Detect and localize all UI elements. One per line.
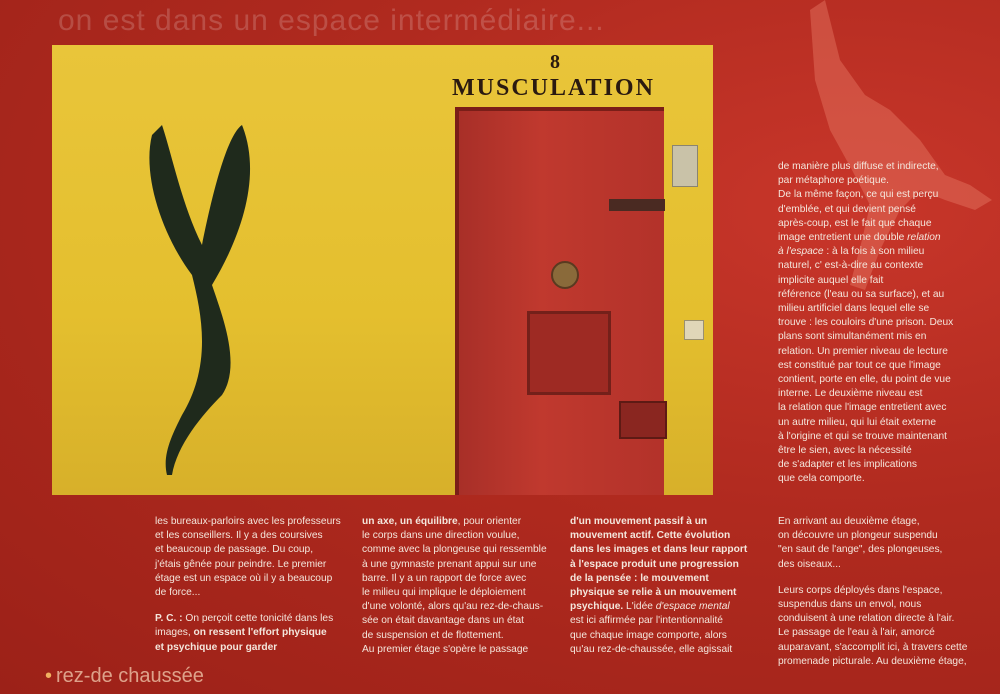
text-column-2: un axe, un équilibre, pour orienter le corps dans une direction voulue, comme avec la plongeuse qui ressemble à une gymnaste prenant appui sur une barre. Il y a un rapport de force avec le milieu qui implique le déploiement d'une volonté, alors qu'au rez-de-chaus- sée on était davantage dans un état de suspension et de flottement. Au premier étage s'opère le passage (362, 516, 547, 655)
page-headline: on est dans un espace intermédiaire... (58, 4, 605, 37)
door-label: MUSCULATION (452, 75, 655, 101)
text-column-4-bottom (778, 515, 978, 669)
door-bolt (609, 199, 665, 211)
red-cell-door (455, 107, 664, 495)
col4-paragraph-1: En arrivant au deuxième étage, on découvre un plongeur suspendu "en saut de l'ange", des plongeuses, des oiseaux... (778, 516, 943, 570)
text-column-1 (155, 515, 345, 655)
text-column-4-top: de manière plus diffuse et indirecte, par métaphore poétique. De la même façon, ce qui est perçu d'emblée, et qui devient pensé après-coup, est le fait que chaque image entretient une double relation à l'espace : à la fois à son milieu naturel, c' est-à-dire au contexte implicite auquel elle fait référence (l'eau ou sa surface), et au milieu artificiel dans lequel elle se trouve : les couloirs d'une prison. Deux plans sont simultanément mis en relation. Un premier niveau de lecture est constitué par tout ce que l'image contient, porte en elle, du point de vue interne. Le deuxième niveau est la relation que l'image entretient avec un autre milieu, qui lui était externe à l'origine et qui se trouve maintenant être le sien, avec la nécessité de s'adapter et les implications que cela comporte. (778, 161, 954, 485)
section-label: • rez-de chaussée (45, 665, 204, 687)
text-column-3: d'un mouvement passif à un mouvement actif. Cette évolution dans les images et dans leur rapport à l'espace produit une progression de la pensée : le mouvement physique se relie à un mouvement psychique. L'idée d'espace mental est ici affirmée par l'intentionnalité que chaque image comporte, alors qu'au rez-de-chaussée, elle agissait (570, 516, 748, 655)
wall-socket (684, 320, 704, 340)
black-figure-painting (132, 115, 252, 475)
col1-paragraph-2: P. C. : On perçoit cette tonicité dans les images, on ressent l'effort physique et psychique pour garder (155, 613, 334, 653)
wall-switch-box (672, 145, 698, 187)
door-hatch (527, 311, 611, 395)
col4-paragraph-2: Leurs corps déployés dans l'espace, suspendus dans un envol, nous conduisent à une relation directe à l'air. Le passage de l'eau à l'air, amorcé auparavant, s'accomplit ici, à travers cette promenade picturale. Au deuxième étage, (778, 584, 968, 667)
door-number: 8 (550, 51, 560, 73)
musculation-door-photo (52, 45, 713, 495)
door-lock (619, 401, 667, 439)
door-peephole (551, 261, 579, 289)
bullet-icon: • (45, 665, 53, 687)
col1-paragraph-1: les bureaux-parloirs avec les professeurs et les conseillers. Il y a des coursives et beaucoup de passage. Du coup, j'étais gênée pour peindre. Le premier étage est un espace où il y a beaucoup de force... (155, 516, 341, 599)
